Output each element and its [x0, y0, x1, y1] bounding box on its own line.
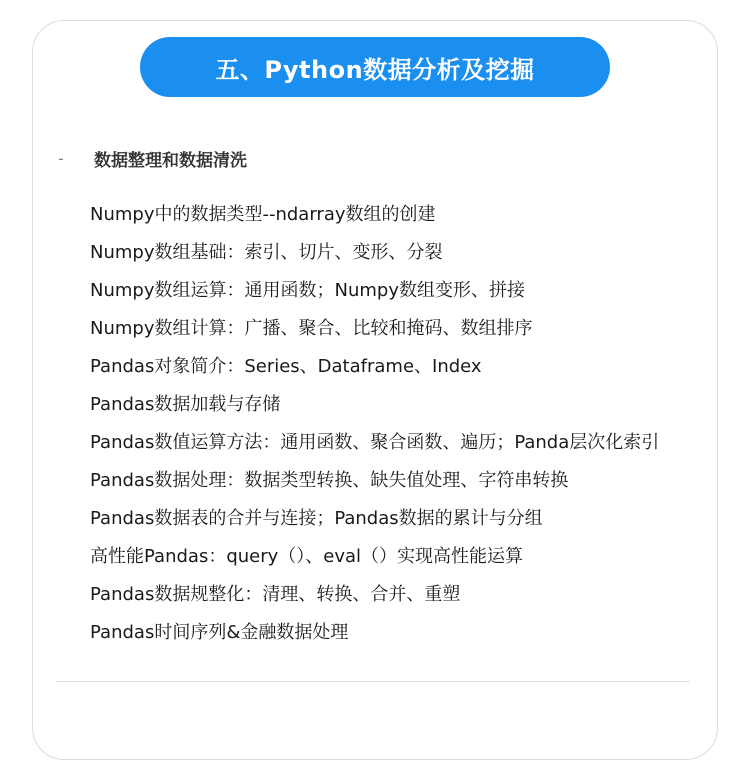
topic-item: Pandas数据表的合并与连接；Pandas数据的累计与分组: [90, 508, 543, 529]
topic-item: Numpy数组运算：通用函数；Numpy数组变形、拼接: [90, 280, 525, 301]
section-bullet: -: [58, 148, 64, 168]
topic-list: [90, 196, 710, 652]
topic-item: Numpy数组计算：广播、聚合、比较和掩码、数组排序: [90, 318, 533, 339]
chapter-title-banner: [140, 37, 610, 97]
topic-item: Pandas时间序列&金融数据处理: [90, 622, 349, 643]
divider: [56, 681, 690, 682]
topic-item: Pandas数据处理：数据类型转换、缺失值处理、字符串转换: [90, 470, 569, 491]
topic-item: 高性能Pandas：query（）、eval（）实现高性能运算: [90, 546, 524, 567]
topic-item: Pandas数据加载与存储: [90, 394, 281, 415]
section-header: [58, 144, 247, 172]
topic-item: Pandas对象简介：Series、Dataframe、Index: [90, 356, 482, 377]
topic-item: Pandas数据规整化：清理、转换、合并、重塑: [90, 584, 461, 605]
section-title: 数据整理和数据清洗: [94, 150, 247, 171]
topic-item: Numpy中的数据类型--ndarray数组的创建: [90, 204, 436, 225]
topic-item: Pandas数值运算方法：通用函数、聚合函数、遍历；Panda层次化索引: [90, 432, 660, 453]
chapter-title: 五、Python数据分析及挖掘: [215, 55, 535, 84]
topic-item: Numpy数组基础：索引、切片、变形、分裂: [90, 242, 443, 263]
